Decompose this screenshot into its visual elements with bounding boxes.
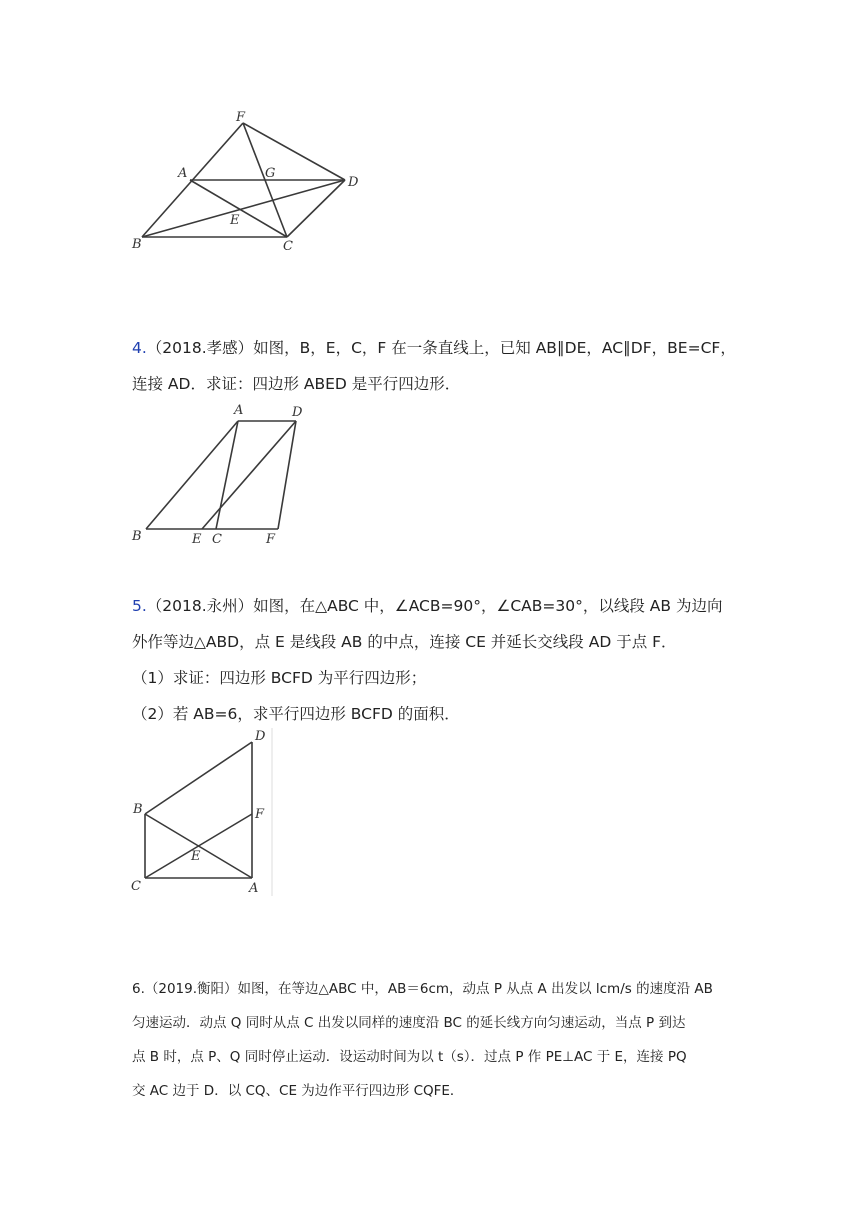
question-6-line-4: 交 AC 边于 D．以 CQ、CE 为边作平行四边形 CQFE．: [132, 1083, 464, 1099]
question-5-line-2: 外作等边△ABD，点 E 是线段 AB 的中点，连接 CE 并延长交线段 AD 于点 F．: [132, 633, 677, 651]
label-D: D: [292, 405, 303, 420]
label-C: C: [131, 879, 141, 894]
question-5-part-2: （2）若 AB=6，求平行四边形 BCFD 的面积．: [132, 705, 460, 723]
label-B: B: [132, 529, 142, 544]
question-5: [132, 588, 752, 732]
question-6-line-2: 匀速运动．动点 Q 同时从点 C 出发以同样的速度沿 BC 的延长线方向匀速运动，当点 P 到达: [132, 1015, 686, 1031]
label-F: F: [266, 532, 276, 547]
label-D: D: [255, 729, 266, 744]
question-5-part-1: （1）求证：四边形 BCFD 为平行四边形；: [132, 669, 427, 687]
label-F: F: [236, 110, 246, 125]
question-5-number: 5.: [132, 597, 147, 615]
label-B: B: [132, 237, 142, 252]
label-A: A: [249, 881, 259, 896]
label-E: E: [230, 213, 240, 228]
question-4-line-2: 连接 AD．求证：四边形 ABED 是平行四边形．: [132, 375, 461, 393]
question-6: [132, 972, 752, 1108]
label-G: G: [265, 166, 276, 181]
label-B: B: [133, 802, 143, 817]
question-5-line-1: 5.（2018.永州）如图，在△ABC 中，∠ACB=90°，∠CAB=30°，以线段 AB 为边向: [132, 597, 723, 615]
label-E: E: [192, 532, 202, 547]
label-C: C: [212, 532, 222, 547]
label-E: E: [191, 849, 201, 864]
figure-1-diagram: [120, 100, 380, 260]
label-C: C: [283, 239, 293, 254]
question-6-line-3: 点 B 时，点 P、Q 同时停止运动．设运动时间为以 t（s）．过点 P 作 PE⊥AC 于 E，连接 PQ: [132, 1049, 687, 1065]
label-A: A: [234, 403, 244, 418]
label-D: D: [348, 175, 359, 190]
figure-2-diagram: [120, 398, 320, 548]
question-4-line-1: 4.（2018.孝感）如图，B，E，C，F 在一条直线上，已知 AB∥DE，AC∥DF，BE=CF，: [132, 339, 736, 357]
question-4-number: 4.: [132, 339, 147, 357]
question-6-line-1: 6.（2019.衡阳）如图，在等边△ABC 中，AB＝6cm，动点 P 从点 A 出发以 lcm/s 的速度沿 AB: [132, 981, 713, 997]
figure-3-diagram: [120, 722, 290, 902]
question-4: [132, 330, 752, 402]
label-F: F: [255, 807, 265, 822]
label-A: A: [178, 166, 188, 181]
